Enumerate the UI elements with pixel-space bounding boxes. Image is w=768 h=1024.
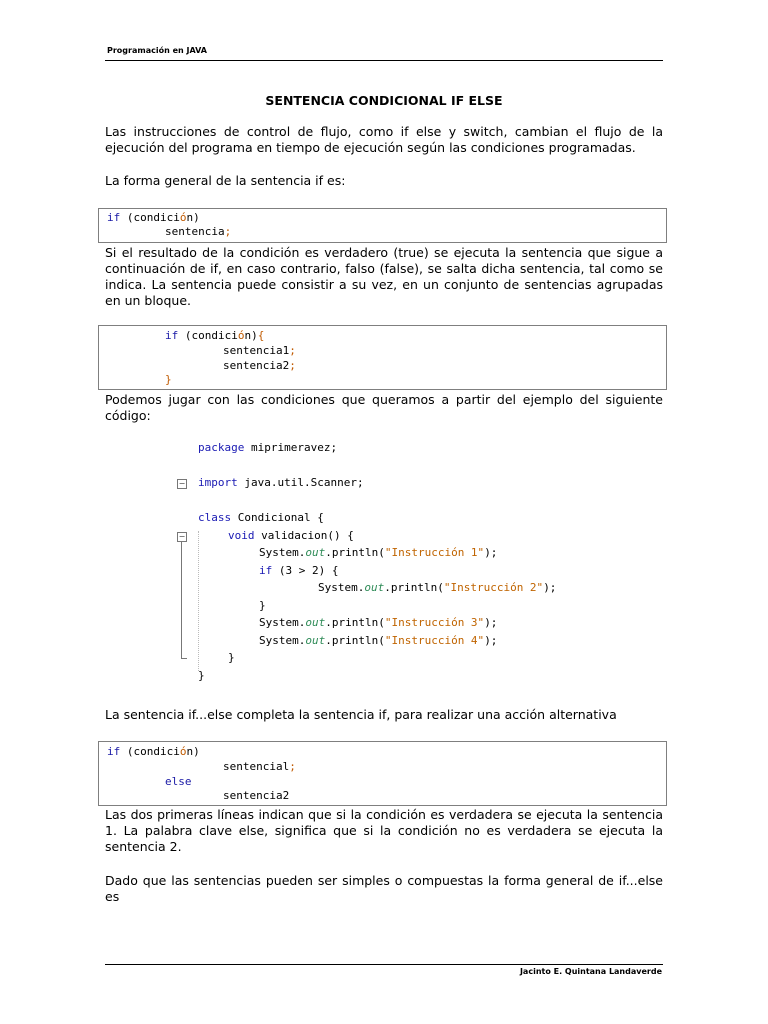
- paragraph-if-explanation: Si el resultado de la condición es verdadero (true) se ejecuta la sentencia que sigue a continuación de if, en caso contrario, falso (false), se salta dicha sentencia, tal como se indica. La sentencia puede consistir a su vez, en un conjunto de sentencias agrupadas en un bloque.: [105, 245, 663, 308]
- footer-rule: [105, 964, 663, 965]
- indent-guide: [198, 531, 199, 671]
- code-text: .println(: [325, 616, 385, 629]
- code-line: }: [165, 373, 172, 386]
- code-keyword: void: [228, 529, 255, 542]
- code-line: [165, 225, 231, 240]
- code-text: System.: [259, 634, 306, 647]
- code-line: [107, 211, 200, 226]
- code-text: sentencia2: [223, 359, 290, 372]
- code-field: out: [305, 616, 326, 629]
- code-keyword: if: [259, 564, 273, 577]
- code-text: Condicional {: [231, 511, 324, 524]
- code-line: [198, 474, 364, 492]
- code-text: n): [244, 329, 258, 342]
- header-rule: [105, 60, 663, 61]
- code-text: (condici: [178, 329, 238, 342]
- code-text: (condici: [120, 745, 180, 758]
- code-text: ó: [237, 329, 245, 342]
- code-text: );: [484, 546, 498, 559]
- code-string: "Instrucción 3": [384, 616, 485, 629]
- code-line: [318, 579, 556, 597]
- code-text: (condici: [120, 211, 180, 224]
- page-title: SENTENCIA CONDICIONAL IF ELSE: [265, 93, 503, 108]
- code-line: sentencia2: [223, 789, 290, 802]
- paragraph-if-else: La sentencia if...else completa la sentencia if, para realizar una acción alternativa: [105, 707, 617, 722]
- fold-toggle-icon[interactable]: −: [178, 479, 186, 488]
- code-line: [107, 745, 200, 760]
- paragraph-two-lines: Las dos primeras líneas indican que si la condición es verdadera se ejecuta la sentencia 1. La palabra clave else, significa que si la condición no es verdadera se ejecuta la sentencia 2.: [105, 807, 663, 854]
- code-text: System.: [259, 546, 306, 559]
- code-line: }: [259, 599, 266, 612]
- code-line: }: [198, 669, 205, 682]
- paragraph-intro: Las instrucciones de control de flujo, como if else y switch, cambian el flujo de la ejecución del programa en tiempo de ejecución según las condiciones programadas.: [105, 124, 663, 155]
- code-line: [259, 544, 497, 562]
- code-text: ;: [224, 225, 232, 238]
- code-text: ;: [289, 344, 296, 357]
- code-text: ó: [179, 745, 187, 758]
- fold-guide-end: [181, 658, 187, 659]
- fold-toggle-icon[interactable]: −: [178, 532, 186, 541]
- code-line: [259, 614, 497, 632]
- code-line: [259, 632, 497, 650]
- code-line: }: [228, 651, 235, 664]
- code-text: System.: [259, 616, 306, 629]
- code-line: [228, 527, 354, 545]
- code-block-if: [98, 208, 667, 243]
- code-line: [223, 359, 296, 374]
- code-keyword: package: [198, 441, 245, 454]
- fold-guide-line: [181, 542, 182, 658]
- code-text: (3 > 2) {: [272, 564, 339, 577]
- paragraph-play-conditions: Podemos jugar con las condiciones que queramos a partir del ejemplo del siguiente código:: [105, 392, 663, 423]
- code-keyword: import: [198, 476, 238, 489]
- code-text: ;: [289, 359, 296, 372]
- code-line: [259, 562, 338, 580]
- code-text: );: [543, 581, 557, 594]
- code-field: out: [364, 581, 385, 594]
- code-text: sentencia: [165, 225, 225, 238]
- code-keyword: if: [107, 745, 121, 758]
- code-text: );: [484, 634, 498, 647]
- code-text: n): [186, 745, 200, 758]
- code-text: );: [484, 616, 498, 629]
- code-text: .println(: [325, 546, 385, 559]
- code-string: "Instrucción 2": [443, 581, 544, 594]
- code-line: [198, 509, 324, 527]
- code-text: validacion() {: [254, 529, 354, 542]
- code-line: [223, 760, 296, 775]
- code-line: [165, 329, 264, 344]
- code-string: "Instrucción 4": [384, 634, 485, 647]
- code-line: [223, 344, 296, 359]
- code-keyword: if: [107, 211, 121, 224]
- code-text: .println(: [384, 581, 444, 594]
- paragraph-general-form: La forma general de la sentencia if es:: [105, 173, 346, 188]
- code-text: miprimeravez;: [244, 441, 338, 454]
- code-field: out: [305, 546, 326, 559]
- code-text: ó: [179, 211, 187, 224]
- footer-label: Jacinto E. Quintana Landaverde: [519, 967, 662, 976]
- code-block-if-else: [98, 741, 667, 806]
- code-block-if-block: [98, 325, 667, 390]
- code-text: n): [186, 211, 200, 224]
- code-keyword: else: [165, 775, 192, 788]
- code-line: [198, 439, 337, 457]
- code-field: out: [305, 634, 326, 647]
- code-text: sentencia1: [223, 344, 290, 357]
- code-text: ;: [289, 760, 296, 773]
- code-string: "Instrucción 1": [384, 546, 485, 559]
- code-text: {: [257, 329, 265, 342]
- paragraph-compound: Dado que las sentencias pueden ser simples o compuestas la forma general de if...else es: [105, 873, 663, 904]
- header-label: Programación en JAVA: [107, 46, 207, 55]
- code-text: .println(: [325, 634, 385, 647]
- code-text: java.util.Scanner;: [237, 476, 364, 489]
- ide-code-snippet: [170, 436, 610, 686]
- code-keyword: class: [198, 511, 232, 524]
- code-keyword: if: [165, 329, 179, 342]
- code-text: sentencial: [223, 760, 290, 773]
- code-text: System.: [318, 581, 365, 594]
